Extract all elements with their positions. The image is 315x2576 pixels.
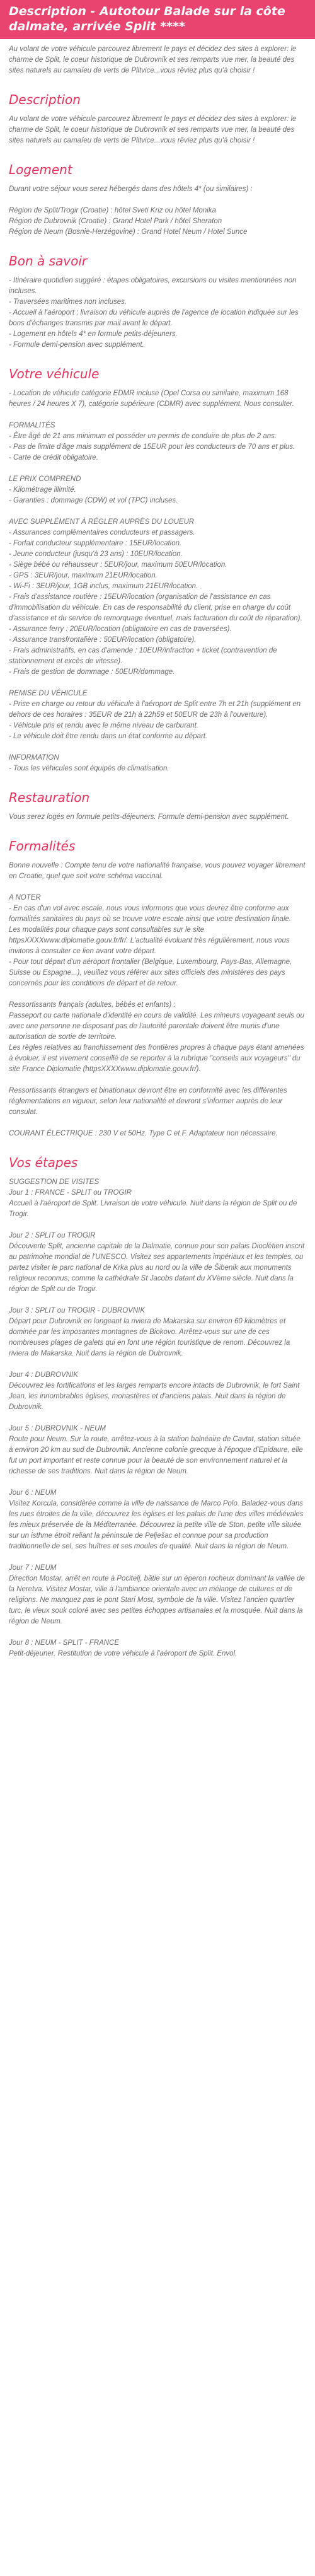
day-text: Découverte Split, ancienne capitale de la Dalmatie, connue pour son palais Dioclétien inscrit au patrimoine mondial de l'UNESCO. Visitez ses appartements impériaux et les temples, ou partez visiter le parc national de Krka plus au nord ou la ville de Šibenik aux monuments religieux reconnus, comme la cathédrale St Jacobs datant du XVème siècle. Nuit dans la région de Split ou de Trogir.: [9, 1243, 305, 1293]
bon-a-savoir-section: [9, 276, 306, 351]
text-line: FORMALITÉS: [9, 422, 55, 429]
line-gap: [9, 882, 306, 893]
section-title-logement: Logement: [9, 162, 72, 177]
day-item: [9, 1424, 306, 1477]
text-line: - Garanties : dommage (CDW) et vol (TPC) incluses.: [9, 497, 178, 504]
day-title: Jour 3 : SPLIT ou TROGIR - DUBROVNIK: [9, 1307, 145, 1314]
restauration-text: Vous serez logés en formule petits-déjeuners. Formule demi-pension avec supplément.: [9, 813, 289, 821]
text-line: - Siège bébé ou réhausseur : 5EUR/jour, maximum 50EUR/location.: [9, 561, 227, 569]
text-line: - Frais de gestion de dommage : 50EUR/dommage.: [9, 668, 175, 676]
text-line: - Carte de crédit obligatoire.: [9, 454, 98, 461]
text-line: - Itinéraire quotidien suggéré : étapes obligatoires, excursions ou visites mentionnées non incluses.: [9, 277, 297, 295]
day-text: Départ pour Dubrovnik en longeant la riviera de Makarska sur environ 60 kilomètres et dominée par les imposantes montagnes de Biokovo. Arrêtez-vous sur une de ces nombreuses plages de galets qui en font une région touristique de renom. Découvrez la riviera de Makarska. Nuit dans la région de Dubrovnik.: [9, 1318, 290, 1357]
page-title: Description - Autotour Balade sur la côte dalmate, arrivée Split ****: [9, 4, 285, 33]
text-line: - Pas de limite d'âge mais supplément de 15EUR pour les conducteurs de 70 ans et plus.: [9, 443, 295, 451]
day-item: [9, 1231, 306, 1295]
text-line: - Forfait conducteur supplémentaire : 15EUR/location.: [9, 540, 182, 547]
text-line: - Logement en hôtels 4* en formule petits-déjeuners.: [9, 330, 178, 338]
text-line: Les modalités pour chaque pays sont consultables sur le site httpsXXXXwww.diplomatie.gouv.fr/fr/. L'actualité évoluant très régulièrement, nous vous invitons à consulter ce lien avant votre départ.: [9, 926, 290, 955]
intro-section: [9, 44, 306, 76]
line-gap: [9, 506, 306, 517]
text-line: - Kilométrage illimité.: [9, 486, 76, 494]
line-gap: [9, 1075, 306, 1086]
text-line: Durant votre séjour vous serez hébergés dans des hôtels 4* (ou similaires) :: [9, 185, 253, 193]
restauration-section: [9, 812, 306, 823]
section-title-restauration: Restauration: [9, 790, 90, 805]
day-text: Route pour Neum. Sur la route, arrêtez-vous à la station balnéaire de Cavtat, station située à environ 20 km au sud de Dubrovnik. Ancienne colonie grecque à l'époque d'Epidaure, elle fut un port important et reste connue pour la beauté de son environnement naturel et la richesse de ses traditions. Nuit dans la région de Neum.: [9, 1436, 303, 1475]
etapes-subtitle: SUGGESTION DE VISITES: [9, 1178, 100, 1186]
section-title-formalites: Formalités: [9, 838, 76, 854]
text-line: - Assurance ferry : 20EUR/location (obligatoire en cas de traversées).: [9, 625, 232, 633]
text-line: - Jeune conducteur (jusqu'à 23 ans) : 10EUR/location.: [9, 550, 183, 558]
text-line: - Traversées maritimes non incluses.: [9, 298, 127, 306]
text-line: - Assurances complémentaires conducteurs et passagers.: [9, 529, 195, 537]
day-item: [9, 1638, 306, 1659]
day-title: Jour 2 : SPLIT ou TROGIR: [9, 1232, 96, 1239]
text-line: AVEC SUPPLÉMENT À RÉGLER AUPRÈS DU LOUEUR: [9, 518, 195, 526]
text-line: - Frais d'assistance routière : 15EUR/location (organisation de l'assistance en cas d'immobilisation du véhicule. En cas de responsabilité du client, prise en charge du coût d'assistance et du service de remorquage éventuel, mais facturation du coût de réparation).: [9, 593, 302, 622]
text-line: Région de Dubrovnik (Croatie) : Grand Hotel Park / hôtel Sheraton: [9, 218, 222, 225]
text-line: Bonne nouvelle : Compte tenu de votre nationalité française, vous pouvez voyager librement en Croatie, quel que soit votre schéma vaccinal.: [9, 862, 306, 880]
header-bar: [0, 0, 315, 39]
day-item: [9, 1306, 306, 1359]
day-title: Jour 6 : NEUM: [9, 1489, 57, 1497]
description-section: [9, 114, 306, 146]
day-text: Accueil à l'aéroport de Split. Livraison de votre véhicule. Nuit dans la région de Split ou de Trogir.: [9, 1200, 297, 1218]
text-line: - Être âgé de 21 ans minimum et posséder un permis de conduire de plus de 2 ans.: [9, 432, 277, 440]
text-line: - Location de véhicule catégorie EDMR incluse (Opel Corsa ou similaire, maximum 168 heures / 24 heures X 7), catégorie supérieure (CDMR) avec supplément. Nous consulter.: [9, 390, 294, 408]
day-title: Jour 7 : NEUM: [9, 1564, 57, 1572]
text-line: Région de Split/Trogir (Croatie) : hôtel Sveti Kriz ou hôtel Monika: [9, 207, 216, 214]
text-line: REMISE DU VÉHICULE: [9, 690, 88, 697]
logement-section: [9, 184, 306, 238]
line-gap: [9, 678, 306, 688]
formalites-section: [9, 861, 306, 1139]
text-line: INFORMATION: [9, 754, 59, 762]
text-line: - Tous les véhicules sont équipés de climatisation.: [9, 765, 169, 772]
intro-text: Au volant de votre véhicule parcourez librement le pays et décidez des sites à explorer: le charme de Split, le coeur historique de Dubrovnik et ses remparts vue mer, la beauté des sites naturels au camaïeu de verts de Plitvice...vous rêviez plus qu'à choisir !: [9, 45, 297, 74]
line-gap: [9, 410, 306, 421]
day-text: Petit-déjeuner. Restitution de votre véhicule à l'aéroport de Split. Envol.: [9, 1650, 238, 1657]
text-line: - Prise en charge ou retour du véhicule à l'aéroport de Split entre 7h et 21h (supplément en dehors de ces horaires : 35EUR de 21h à 22h59 et 50EUR de 23h à l'ouverture).: [9, 700, 301, 719]
section-title-vehicule: Votre véhicule: [9, 366, 100, 381]
vehicule-section: [9, 388, 306, 774]
line-gap: [9, 989, 306, 1000]
text-line: - Formule demi-pension avec supplément.: [9, 341, 144, 349]
day-text: Visitez Korcula, considérée comme la ville de naissance de Marco Polo. Baladez-vous dans les rues étroites de la ville, découvrez les églises et les palais de l'une des villes médiévales les mieux préservée de la Méditerranée. Découvrez la petite ville de Ston, petite ville située sur un isthme étroit reliant la péninsule de Pelješac et connue pour sa production traditionnelle de sel, ses huîtres et ses moules de qualité. Nuit dans la région de Neum.: [9, 1500, 304, 1550]
section-title-bon-a-savoir: Bon à savoir: [9, 253, 88, 269]
line-gap: [9, 195, 306, 206]
line-gap: [9, 463, 306, 474]
text-line: - Frais administratifs, en cas d'amende : 10EUR/infraction + ticket (contravention de stationnement et excès de vitesse).: [9, 647, 277, 665]
text-line: - Véhicule pris et rendu avec le même niveau de carburant.: [9, 722, 199, 729]
content: [0, 39, 315, 1695]
day-item: [9, 1370, 306, 1413]
text-line: - Le véhicule doit être rendu dans un état conforme au départ.: [9, 733, 208, 740]
section-title-etapes: Vos étapes: [9, 1155, 78, 1170]
day-text: Direction Mostar, arrêt en route à Pocitelj, bâtie sur un éperon rocheux dominant la vallée de la Neretva. Visitez Mostar, ville à l'ambiance orientale avec un mélange de cultures et de religions. Ne manquez pas le pont Stari Most, symbole de la ville. Visitez l'ancien quartier turc, le vieux souk coloré avec ses petites échoppes artisanales et la mosquée. Nuit dans la région de Neum.: [9, 1575, 305, 1625]
description-text: Au volant de votre véhicule parcourez librement le pays et décidez des sites à explorer: le charme de Split, le coeur historique de Dubrovnik et ses remparts vue mer, la beauté des sites naturels au camaïeu de verts de Plitvice...vous rêviez plus qu'à choisir !: [9, 115, 297, 144]
line-gap: [9, 742, 306, 753]
text-line: Ressortissants français (adultes, bébés et enfants) :: [9, 1001, 176, 1009]
line-gap: [9, 1118, 306, 1128]
day-title: Jour 4 : DUBROVNIK: [9, 1371, 78, 1379]
etapes-section: [9, 1177, 306, 1659]
text-line: - GPS : 3EUR/jour, maximum 21EUR/location.: [9, 572, 158, 579]
text-line: A NOTER: [9, 894, 41, 902]
days-list: [9, 1188, 306, 1659]
text-line: Ressortissants étrangers et binationaux devront être en conformité avec les différentes réglementations en vigueur, selon leur nationalité et devront s'informer auprès de leur consulat.: [9, 1087, 287, 1116]
text-line: - Accueil à l'aéroport : livraison du véhicule auprès de l'agence de location indiquée sur les bons d'échanges transmis par mail avant le départ.: [9, 309, 299, 327]
day-item: [9, 1563, 306, 1627]
section-title-description: Description: [9, 92, 81, 107]
day-item: [9, 1488, 306, 1552]
day-title: Jour 8 : NEUM - SPLIT - FRANCE: [9, 1639, 120, 1647]
day-text: Découvrez les fortifications et les larges remparts encore intacts de Dubrovnik, le fort Saint Jean, les innombrables églises, monastères et d'anciens palais. Nuit dans la région de Dubrovnik.: [9, 1382, 300, 1411]
text-line: - Wi-Fi : 3EUR/jour, 1GB inclus, maximum 21EUR/location.: [9, 583, 198, 590]
text-line: COURANT ÉLECTRIQUE : 230 V et 50Hz. Type C et F. Adaptateur non nécessaire.: [9, 1130, 278, 1137]
text-line: - Pour tout départ d'un aéroport frontalier (Belgique, Luxembourg, Pays-Bas, Allemagne, Suisse ou Espagne...), veuillez vous référer aux sites officiels des ministères des pays concernés pour les conditions de départ et de retour.: [9, 958, 292, 987]
day-title: Jour 5 : DUBROVNIK - NEUM: [9, 1425, 106, 1432]
text-line: Région de Neum (Bosnie-Herzégovine) : Grand Hotel Neum / Hotel Sunce: [9, 228, 248, 236]
day-item: [9, 1188, 306, 1220]
text-line: LE PRIX COMPREND: [9, 475, 81, 483]
text-line: - Assurance transfrontalière : 50EUR/location (obligatoire).: [9, 636, 197, 644]
text-line: - En cas d'un vol avec escale, nous vous informons que vous devrez être conforme aux formalités sanitaires du pays où se trouve votre escale ainsi que votre destination finale.: [9, 905, 292, 923]
day-title: Jour 1 : FRANCE - SPLIT ou TROGIR: [9, 1189, 132, 1197]
text-line: Passeport ou carte nationale d'identité en cours de validité. Les mineurs voyageant seuls ou avec une personne ne disposant pas de l'autorité parentale doivent être munis d'une autorisation de sortie de territoire.: [9, 1012, 304, 1041]
text-line: Les règles relatives au franchissement des frontières propres à chaque pays étant amenées à évoluer, il est vivement conseillé de se reporter à la rubrique "conseils aux voyageurs" du site France Diplomatie (httpsXXXXwww.diplomatie.gouv.fr/).: [9, 1044, 304, 1073]
